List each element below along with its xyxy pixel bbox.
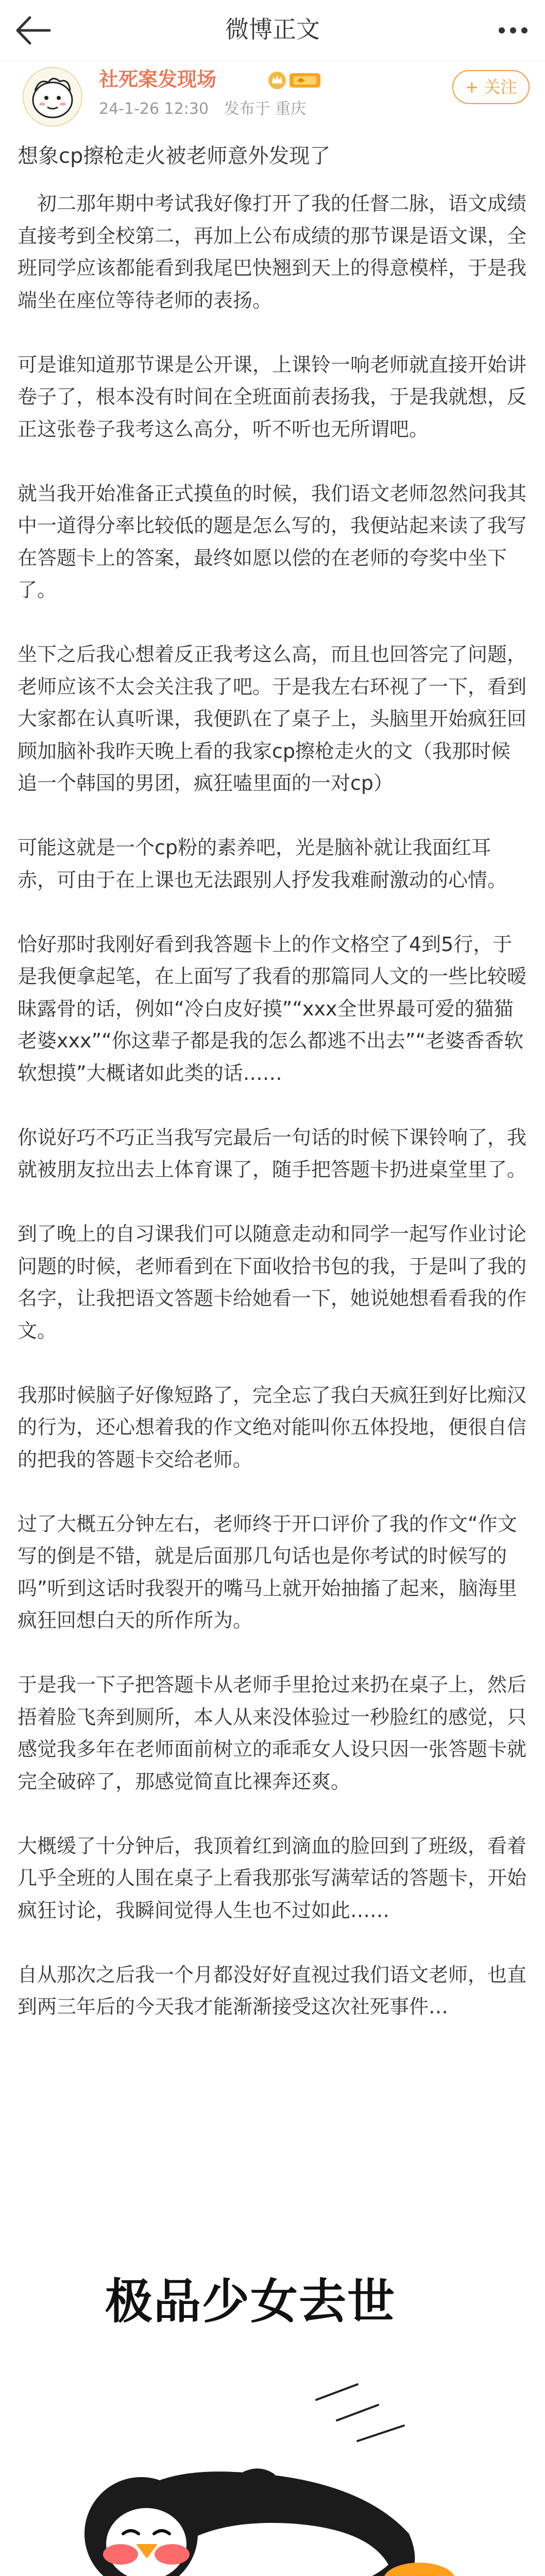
article-paragraph: 自从那次之后我一个月都没好好直视过我们语文老师，也直到两三年后的今天我才能渐渐接受这次社死事件… — [18, 1963, 527, 2018]
article-paragraph: 大概缓了十分钟后，我顶着红到滴血的脸回到了班级，看着几乎全班的人围在桌子上看我那张写满荤话的答题卡，开始疯狂讨论，我瞬间觉得人生也不过如此…… — [18, 1834, 527, 1922]
penguin-meme-icon — [48, 2364, 491, 2576]
meme-caption: 极品少女去世 — [105, 2274, 396, 2329]
more-button[interactable] — [492, 12, 534, 48]
article-paragraph: 恰好那时我刚好看到我答题卡上的作文格空了4到5行，于是我便拿起笔，在上面写了我看的那篇同人文的一些比较暧昧露骨的话，例如“冷白皮好摸”“xxx全世界最可爱的猫猫老婆xxx”“你这辈子都是我的怎么都逃不出去”“老婆香香软软想摸”大概诸如此类的话…… — [18, 933, 527, 1084]
author-name[interactable]: 社死案发现场 — [99, 68, 217, 91]
author-badges — [268, 70, 325, 91]
article-paragraph: 过了大概五分钟左右，老师终于开口评价了我的作文“作文写的倒是不错，就是后面那几句话也是你考试的时候写的吗”听到这话时我裂开的嘴马上就开始抽搐了起来，脑海里疯狂回想白天的所作所为。 — [18, 1512, 517, 1632]
article-paragraph: 你说好巧不巧正当我写完最后一句话的时候下课铃响了，我就被朋友拉出去上体育课了，随手把答题卡扔进桌堂里了。 — [18, 1126, 527, 1181]
level-badge-icon — [289, 73, 320, 88]
article-paragraph: 初二那年期中考试我好像打开了我的任督二脉，语文成绩直接考到全校第二，再加上公布成绩的那节课是语文课，全班同学应该都能看到我尾巴快翘到天上的得意模样，于是我端坐在座位等待老师的表扬。 — [18, 192, 527, 312]
article-title: 想象cp擦枪走火被老师意外发现了 — [18, 144, 331, 168]
article-paragraph: 于是我一下子把答题卡从老师手里抢过来扔在桌子上，然后捂着脸飞奔到厕所，本人从来没体验过一秒脸红的感觉，只感觉我多年在老师面前树立的乖乖女人设只因一张答题卡就完全破碎了，那感觉简直比裸奔还爽。 — [18, 1673, 527, 1793]
article-paragraph: 我那时候脑子好像短路了，完全忘了我白天疯狂到好比痴汉的行为，还心想着我的作文绝对能叫你五体投地，便很自信的把我的答题卡交给老师。 — [18, 1383, 527, 1471]
avatar[interactable] — [23, 67, 82, 127]
article-paragraph: 就当我开始准备正式摸鱼的时候，我们语文老师忽然问我其中一道得分率比较低的题是怎么写的，我便站起来读了我写在答题卡上的答案，最终如愿以偿的在老师的夸奖中坐下了。 — [18, 482, 527, 601]
more-dots-icon — [492, 12, 534, 48]
nav-bar — [0, 0, 545, 61]
post-source: 发布于 重庆 — [224, 100, 306, 118]
page-title: 微博正文 — [225, 15, 320, 43]
post-timestamp: 24-1-26 12:30 — [99, 100, 209, 118]
article-paragraph: 到了晚上的自习课我们可以随意走动和同学一起写作业讨论问题的时候，老师看到在下面收拾书包的我，于是叫了我的名字，让我把语文答题卡给她看一下，她说她想看看我的作文。 — [18, 1223, 527, 1342]
article-paragraph: 坐下之后我心想着反正我考这么高，而且也回答完了问题，老师应该不太会关注我了吧。于是我左右环视了一下，看到大家都在认真听课，我便趴在了桌子上，头脑里开始疯狂回顾加脑补我昨天晚上看的我家cp擦枪走火的文（我那时候追一个韩国的男团，疯狂嗑里面的一对cp） — [18, 643, 527, 794]
article-paragraph: 可能这就是一个cp粉的素养吧，光是脑补就让我面红耳赤，可由于在上课也无法跟别人抒发我难耐激动的心情。 — [18, 836, 507, 891]
follow-button[interactable]: + 关注 — [452, 70, 530, 104]
author-meta — [99, 99, 316, 120]
meme-image[interactable] — [18, 2250, 527, 2576]
article-body — [18, 139, 527, 2055]
cartoon-avatar-icon — [24, 68, 81, 126]
article-paragraph: 可是谁知道那节课是公开课，上课铃一响老师就直接开始讲卷子了，根本没有时间在全班面前表扬我，于是我就想，反正这张卷子我考这么高分，听不听也无所谓吧。 — [18, 353, 527, 440]
vip-crown-icon — [268, 72, 286, 89]
